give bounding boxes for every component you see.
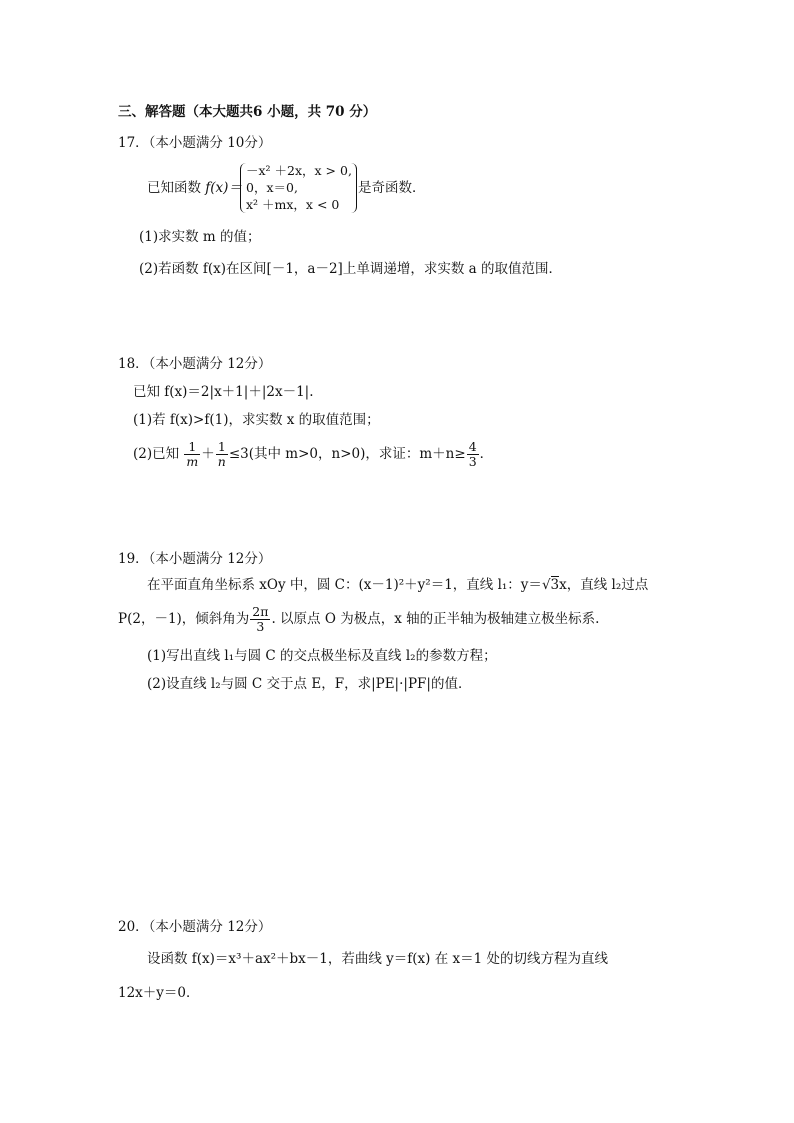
q18-frac1-denominator: m bbox=[186, 454, 199, 469]
q20-line-1: 设函数 f(x)＝x³＋ax²＋bx－1，若曲线 y＝f(x) 在 x＝1 处的切线方程为直线 bbox=[147, 951, 609, 967]
q18-plus: ＋ bbox=[201, 446, 215, 462]
q18-fraction-1-over-m bbox=[184, 440, 200, 469]
q18-part-2-mid: ≤3(其中 m>0，n>0)，求证：m＋n≥ bbox=[228, 446, 466, 462]
q18-given: 已知 f(x)＝2|x＋1|＋|2x－1|. bbox=[133, 384, 314, 400]
q17-part-2: (2)若函数 f(x)在区间[－1，a－2]上单调递增，求实数 a 的取值范围． bbox=[139, 261, 562, 277]
q19-part-1: (1)写出直线 l₁与圆 C 的交点极坐标及直线 l₂的参数方程； bbox=[147, 648, 497, 664]
q19-line-1: 在平面直角坐标系 xOy 中，圆 C：(x－1)²＋y²＝1，直线 l₁：y＝√3x，直线 l₂过点 bbox=[147, 577, 649, 593]
q19-line-1-a: 在平面直角坐标系 xOy 中，圆 C：(x－1)²＋y²＝1，直线 l₁：y＝ bbox=[147, 577, 542, 593]
q19-part-2: (2)设直线 l₂与圆 C 交于点 E，F，求|PE|·|PF|的值． bbox=[147, 676, 472, 692]
q18-part-2-prefix: (2)已知 bbox=[133, 446, 180, 462]
q18-frac3-numerator: 4 bbox=[468, 439, 477, 454]
q20-heading: 20．（本小题满分 12分） bbox=[118, 919, 272, 935]
q18-part-2-end: ． bbox=[479, 446, 494, 462]
q18-part-1: (1)若 f(x)>f(1)，求实数 x 的取值范围； bbox=[133, 412, 380, 428]
q20-line-2: 12x＋y＝0． bbox=[118, 985, 200, 1001]
q19-heading: 19．（本小题满分 12分） bbox=[118, 551, 272, 567]
q19-sqrt-3: 3 bbox=[550, 577, 560, 593]
q17-intro-prefix-text: 已知函数 bbox=[147, 180, 206, 196]
q17-case-1: －x² ＋2x，x > 0, bbox=[246, 163, 352, 178]
q18-heading: 18．（本小题满分 12分） bbox=[118, 356, 272, 372]
q17-case-2: 0，x＝0, bbox=[246, 180, 298, 195]
q17-intro-suffix: 是奇函数． bbox=[358, 180, 426, 196]
q17-part-1: (1)求实数 m 的值； bbox=[139, 229, 261, 245]
q18-fraction-1-over-n bbox=[216, 440, 228, 469]
q18-frac1-numerator: 1 bbox=[184, 440, 200, 455]
q19-line-2-b: . 以原点 O 为极点，x 轴的正半轴为极轴建立极坐标系. bbox=[271, 611, 600, 627]
q18-frac2-denominator: n bbox=[217, 454, 226, 469]
q19-line-1-b: x，直线 l₂过点 bbox=[559, 577, 649, 593]
q18-frac2-numerator: 1 bbox=[216, 440, 228, 455]
q19-fraction-2pi-over-3 bbox=[250, 605, 270, 634]
q17-right-brace bbox=[350, 163, 357, 213]
q18-part-2 bbox=[133, 438, 493, 470]
q19-line-2 bbox=[118, 603, 599, 635]
q18-frac3-denominator: 3 bbox=[468, 454, 477, 469]
q17-heading: 17．（本小题满分 10分） bbox=[118, 135, 272, 151]
section-header: 三、解答题（本大题共6 小题，共 70 分） bbox=[118, 104, 377, 120]
q17-func: f(x)＝ bbox=[205, 180, 242, 196]
q19-line-2-a: P(2，－1)，倾斜角为 bbox=[118, 611, 250, 627]
q18-fraction-4-over-3 bbox=[467, 440, 479, 469]
q19-frac-denominator: 3 bbox=[256, 619, 265, 634]
q17-intro-prefix bbox=[147, 179, 242, 197]
q19-frac-numerator: 2π bbox=[252, 604, 269, 619]
q17-case-3: x² ＋mx，x < 0 bbox=[246, 197, 340, 212]
